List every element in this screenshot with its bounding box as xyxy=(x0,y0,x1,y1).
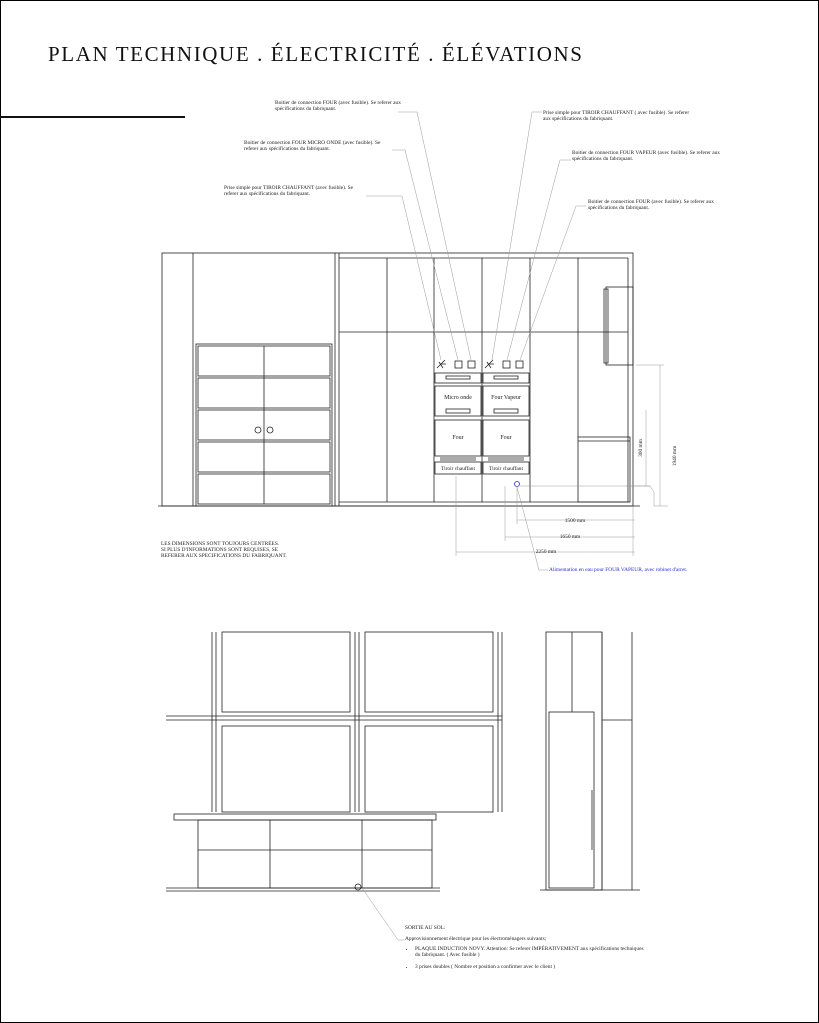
callout-boitier-four-2: Boitier de connection FOUR (avec fusible). Se referer aux spécifications du fabriquant. xyxy=(588,199,714,212)
sortie-heading: SORTIE AU SOL: xyxy=(405,925,446,931)
elevation-outline xyxy=(162,253,633,506)
callout-boitier-four-vapeur: Boitier de connection FOUR VAPEUR (avec fusible). Se referer aux spécifications du fabriquant. xyxy=(572,150,721,163)
sortie-list xyxy=(405,946,645,970)
sortie-item-1: • PLAQUE INDUCTION NOVY. Attention: Se referer IMPÉRATIVEMENT aux spécifications techniques du fabriquant. ( Avec fusible ) xyxy=(415,946,645,959)
dimension-2250: 2250 mm xyxy=(535,549,557,555)
dimension-1940: 1940 mm xyxy=(672,445,678,467)
sortie-intro: Approvisionnement électrique pour les électroménagers suivants; xyxy=(405,936,547,943)
outlet-icon xyxy=(437,360,446,368)
floor-outlet-icon xyxy=(355,884,361,890)
callout-prise-tiroir-1: Prise simple pour TIROIR CHAUFFANT (avec fusible). Se referer aux spécifications du fabriquant. xyxy=(224,185,354,198)
junction-box-icon xyxy=(503,361,510,368)
dimension-1500: 1500 mm xyxy=(564,518,586,524)
dimension-300: 300 mm xyxy=(638,439,644,457)
outlet-icon xyxy=(485,360,494,368)
dimension-1650: 1650 mm xyxy=(559,534,581,540)
sortie-item-2: • 3 prises doubles ( Nombre et position a confirmer avec le client ) xyxy=(415,964,645,970)
junction-box-icon xyxy=(455,361,462,368)
callout-boitier-micro-onde: Boitier de connection FOUR MICRO ONDE (avec fusible). Se referer aux spécifications du fabriquant. xyxy=(244,140,381,153)
general-note-line-3: REFERER AUX SPECIFICATIONS DU FABRIQUANT. xyxy=(161,553,287,560)
callout-alimentation-eau: Alimentation en eau pour FOUR VAPEUR, avec robinet d'arret. xyxy=(549,567,688,573)
label-micro-onde: Micro onde xyxy=(444,395,472,401)
junction-box-icon xyxy=(468,361,475,368)
water-supply-icon xyxy=(515,482,520,487)
label-tiroir-right: Tiroir chauffant xyxy=(489,466,523,472)
junction-box-icon xyxy=(516,361,523,368)
label-tiroir-left: Tiroir chauffant xyxy=(441,466,475,472)
label-four-right: Four xyxy=(500,435,512,441)
callout-boitier-four-1: Boitier de connection FOUR (avec fusible). Se referer aux spécifications du fabriquant. xyxy=(275,100,401,113)
page-title: PLAN TECHNIQUE . ÉLECTRICITÉ . ÉLÉVATIONS xyxy=(48,42,584,66)
label-four-vapeur: Four Vapeur xyxy=(491,395,521,401)
label-four-left: Four xyxy=(452,435,464,441)
callout-prise-tiroir-2: Prise simple pour TIROIR CHAUFFANT ( avec fusible). Se referer aux spécifications du fabriquant. xyxy=(543,110,690,123)
sortie-au-sol-note xyxy=(405,925,645,975)
general-note-line-1: LES DIMENSIONS SONT TOUJOURS CENTRÉES. xyxy=(161,541,280,547)
general-note-line-2: SI PLUS D'INFORMATIONS SONT REQUISES, SE xyxy=(161,547,279,554)
kitchen-island xyxy=(198,820,432,888)
